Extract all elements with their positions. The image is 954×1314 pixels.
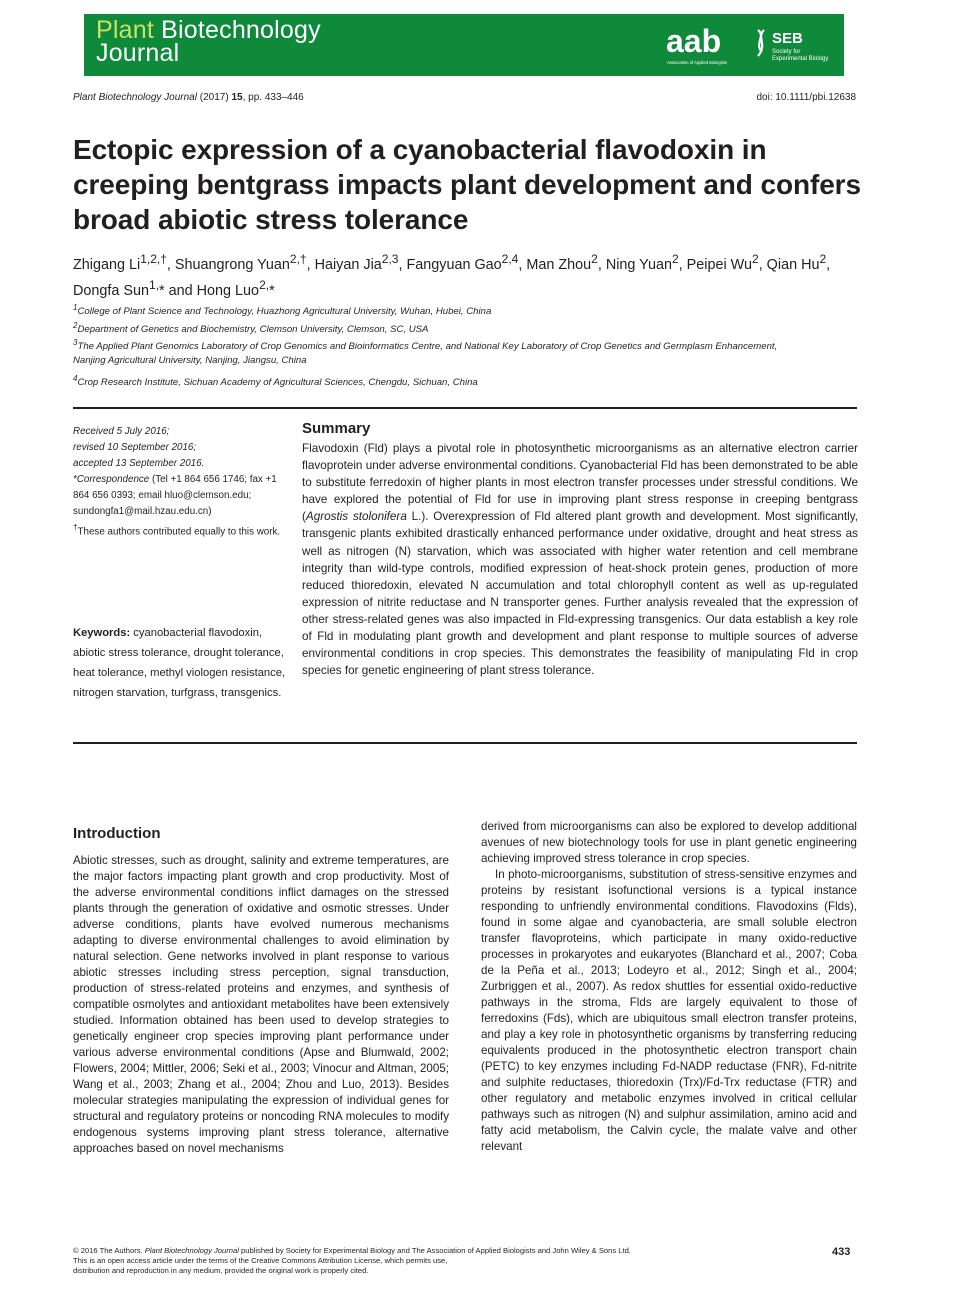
affiliation-2: $^2$Department of Genetics and Biochemistry, Clemson University, Clemson, SC, USA	[73, 321, 429, 336]
aab-logo-icon	[666, 22, 736, 68]
footer-journal: Plant Biotechnology Journal	[144, 1246, 239, 1255]
accepted-date: accepted 13 September 2016.	[73, 458, 205, 469]
citation-year: (2017)	[196, 92, 232, 103]
summary-text	[302, 440, 858, 679]
introduction-paragraph-2: In photo-microorganisms, substitution of stress-sensitive enzymes and proteins by resistant isofunctional versions is a typical instance responding to unfriendly environmental conditions. Flavodoxins (Flds), found in some algae and cyanobacteria, are small soluble electron transfer flavoproteins, which participate in many oxido-reductive processes in prokaryotes and eukaryotes (Blanchard et al., 2007; Coba de la Peña et al., 2013; Lodeyro et al., 2012; Singh et al., 2004; Zurbriggen et al., 2007). As redox shuttles for essential oxido-reductive pathways in the stroma, Flds are largely equivalent to those of ferredoxins (Fds), which are ubiquitous small electron transfer proteins, and play a key role in photosynthetic organisms by transferring reducing equivalents produced in the photosynthetic electron transport chain (PETC) to key enzymes including Fd-NADP reductase (FNR), Fd-nitrite and sulphite reductases, thioredoxin (Trx)/Fd-Trx reductase (FTR) and other regulatory and metabolic enzymes involved in critical cellular pathways such as nitrogen (N) and sulphur assimilation, amino acid and fatty acid metabolism, the Calvin cycle, the malate valve and other relevant	[481, 868, 857, 1153]
revised-date: revised 10 September 2016;	[73, 442, 197, 453]
introduction-paragraph-continued: derived from microorganisms can also be explored to develop additional avenues of new biotechnology tools for use in plant genetic engineering achieving improved stress tolerance in crop species.	[481, 820, 857, 865]
affiliation-1: $^1$College of Plant Science and Technology, Huazhong Agricultural University, Wuhan, Hubei, China	[73, 303, 492, 318]
seb-caption-2: Experimental Biology	[772, 56, 829, 62]
copyright-footer	[73, 1246, 813, 1276]
citation-journal: Plant Biotechnology Journal	[73, 92, 197, 103]
introduction-left-column	[73, 853, 449, 1157]
received-date: Received 5 July 2016;	[73, 426, 170, 437]
footer-publisher: published by Society for Experimental Biology and The Association of Applied Biologists and John Wiley & Sons Ltd.	[238, 1246, 631, 1255]
citation-volume: 15	[231, 92, 243, 103]
keywords-text: cyanobacterial flavodoxin, abiotic stress tolerance, drought tolerance, heat tolerance, methyl viologen resistance, nitrogen starvation, turfgrass, transgenics.	[73, 627, 286, 699]
seb-caption-1: Society for	[772, 49, 801, 55]
citation-line	[73, 92, 304, 103]
author-list: Zhigang $Li^{1,2,\dagger}$, Shuangrong Yuan$^{2,\dagger}$, Haiyan Jia$^{2,3}$, Fangyuan Gao$^{2,4}$, Man Zhou$^2$, Ning Yuan$^2$, Peipei Wu$^2$, Qian Hu$^2$, Dongfa Sun$^{1,}$* and Hong Luo$^{2,}$*	[73, 252, 831, 299]
footer-license-cont: distribution and reproduction in any medium, provided the original work is properly cited.	[73, 1266, 369, 1275]
equal-contribution-note: †These authors contributed equally to this work.	[73, 523, 281, 538]
introduction-right-column	[481, 819, 857, 1155]
affiliation-3: $^3$The Applied Plant Genomics Laboratory of Crop Genomics and Bioinformatics Centre, and National Key Laboratory of Crop Genetics and Germplasm Enhancement,	[73, 338, 778, 353]
page-number: 433	[832, 1246, 851, 1258]
bottom-rule	[73, 742, 857, 744]
journal-name-plant: Plant	[96, 16, 154, 44]
journal-banner	[84, 14, 844, 76]
correspondence-label: *Correspondence	[73, 474, 150, 485]
top-rule	[73, 407, 857, 409]
summary-heading: Summary	[302, 420, 371, 437]
aab-logo-caption: Association of Applied Biologists	[667, 60, 728, 65]
journal-logo	[96, 16, 321, 67]
article-title: Ectopic expression of a cyanobacterial flavodoxin in creeping bentgrass impacts plant development and confers broad abiotic stress tolerance	[73, 134, 861, 235]
seb-logo-text: SEB	[772, 30, 803, 47]
summary-text-a: Flavodoxin (Fld) plays a pivotal role in photosynthetic microorganisms as an alternative electron carrier flavoprotein under adverse environmental conditions. Cyanobacterial Fld has been demonstrated to be able to substitute ferredoxin of higher plants in most electron transfer processes under stressful conditions. We have explored the potential of Fld for use in improving plant stress response in creeping bentgrass (	[302, 442, 858, 524]
summary-text-b: L.). Overexpression of Fld altered plant growth and development. Most significantly, transgenic plants exhibited drastically enhanced performance under oxidative, drought and heat stress as well as nitrogen (N) starvation, which was associated with higher water retention and cell membrane integrity than wild-type controls, modified expression of heat-shock protein genes, production of more reduced thioredoxin, elevated N accumulation and total chlorophyll content as well as up-regulated expression of nitrite reductase and N transporter genes. Further analysis revealed that the expression of other stress-related genes was also impacted in Fld-expressing transgenics. Our data establish a key role of Fld in modulating plant growth and development and plant response to multiple sources of adverse environmental conditions in crop species. This demonstrates the feasibility of manipulating Fld in crop species for genetic engineering of plant stress tolerance.	[302, 510, 858, 678]
aab-logo-text: aab	[666, 23, 722, 59]
correspondence	[73, 472, 288, 520]
keywords	[73, 623, 288, 703]
affiliation-4: $^4$Crop Research Institute, Sichuan Academy of Agricultural Sciences, Chengdu, Sichuan, China	[73, 374, 478, 389]
footer-copyright: © 2016 The Authors.	[73, 1246, 145, 1255]
doi: doi: 10.1111/pbi.12638	[756, 92, 856, 103]
citation-pages: , pp. 433–446	[242, 92, 304, 103]
journal-name-biotech: Biotechnology	[153, 16, 321, 44]
keywords-label: Keywords:	[73, 627, 131, 639]
journal-name-journal: Journal	[96, 39, 180, 67]
article-history	[73, 424, 288, 540]
summary-species: Agrostis stolonifera	[305, 510, 407, 524]
correspondence-text: (Tel +1 864 656 1746; fax +1 864 656 0393; email hluo@clemson.edu; sundongfa1@mail.hzau.edu.cn)	[73, 474, 277, 517]
introduction-heading: Introduction	[73, 825, 161, 842]
seb-logo-icon	[752, 22, 842, 68]
affiliation-3-cont: Nanjing Agricultural University, Nanjing, Jiangsu, China	[73, 355, 307, 366]
introduction-paragraph-1: Abiotic stresses, such as drought, salinity and extreme temperatures, are the major factors impacting plant growth and crop productivity. Most of the adverse environmental conditions inflict damages on the stressed plants through the generation of oxidative and osmotic stresses. Under adverse conditions, plants have evolved numerous mechanisms adapting to diverse environmental challenges to avoid elimination by natural selection. Gene networks involved in plant response to various abiotic stresses including stress perception, signal transduction, production of stress-related proteins and enzymes, and synthesis of compatible osmolytes and antioxidant metabolites have been extensively studied. Information obtained has been used to develop strategies to genetically engineer crop species improving plant performance under various adverse environmental conditions (Apse and Blumwald, 2002; Flowers, 2004; Mittler, 2006; Seki et al., 2003; Vinocur and Altman, 2005; Wang et al., 2003; Zhang et al., 2004; Zhou and Luo, 2013). Besides molecular strategies manipulating the expression of individual genes for structural and regulatory proteins or noncoding RNA molecules to modify endogenous systems improving plant stress tolerance, alternative approaches based on novel mechanisms	[73, 854, 449, 1155]
footer-license: This is an open access article under the terms of the Creative Commons Attribution License, which permits use,	[73, 1256, 448, 1265]
